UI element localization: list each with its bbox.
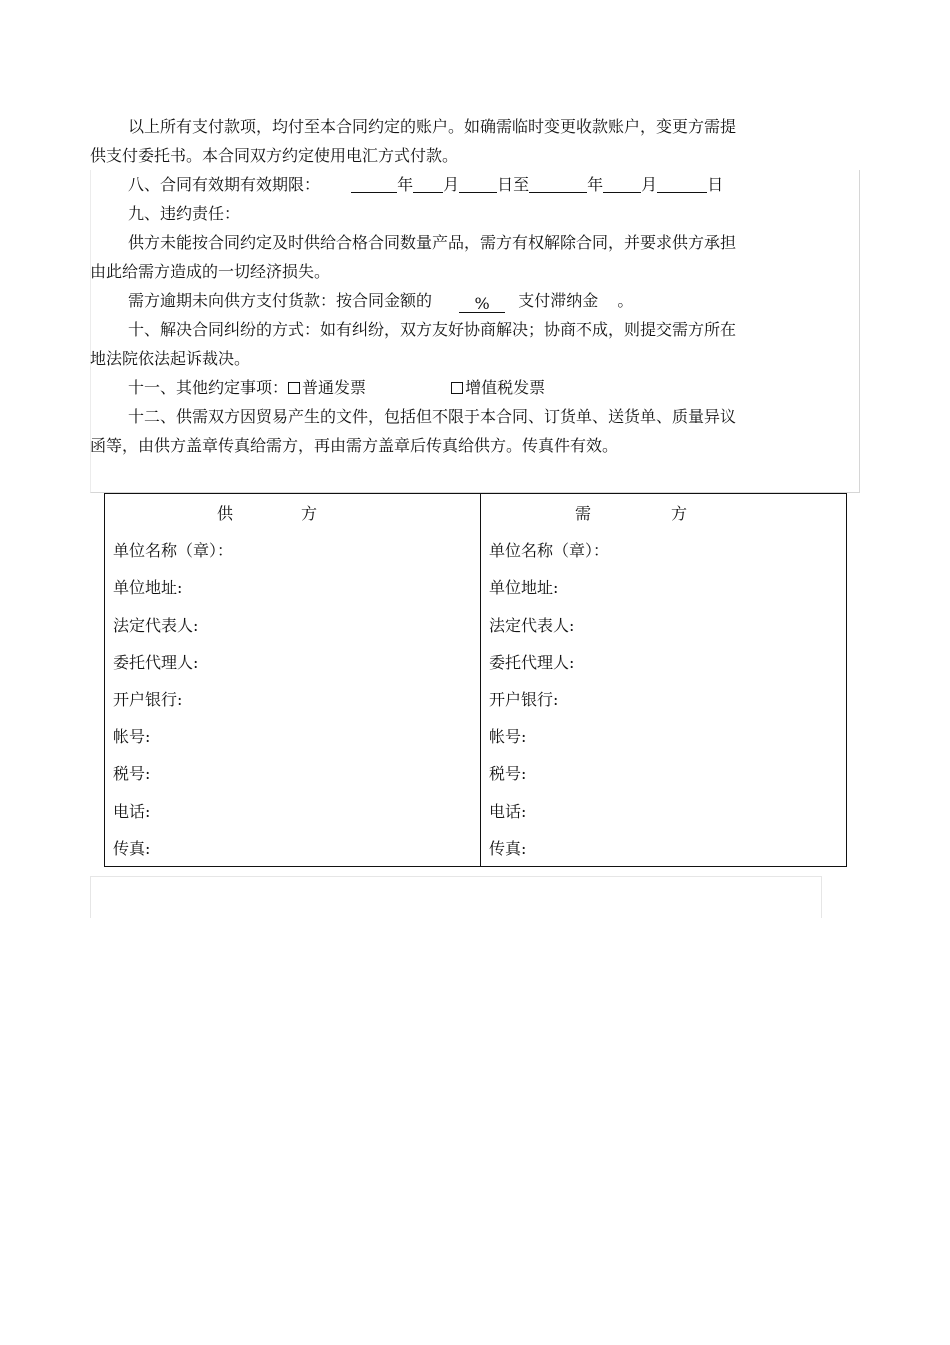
supplier-header-char-1: 供 (217, 504, 234, 524)
party-row-tax-id (105, 754, 847, 791)
buyer-company-field[interactable]: 单位名称（章）： (481, 531, 847, 568)
buyer-header (481, 494, 847, 532)
buyer-header-char-2: 方 (671, 504, 688, 524)
validity-day-to-label: 日至 (497, 175, 530, 194)
buyer-bank-field[interactable]: 开户银行: (481, 680, 847, 717)
buyer-account-field[interactable]: 帐号: (481, 717, 847, 754)
supplier-fax-field[interactable]: 传真: (105, 829, 481, 867)
validity-month2-label: 月 (641, 175, 658, 194)
supplier-tax-id-field[interactable]: 税号: (105, 754, 481, 791)
parties-table (104, 493, 847, 867)
validity-start-month-blank (413, 175, 443, 193)
parties-header-row (105, 494, 847, 532)
validity-year2-label: 年 (587, 175, 604, 194)
supplier-phone-field[interactable]: 电话: (105, 792, 481, 829)
party-row-bank (105, 680, 847, 717)
breach-demand-suffix: 支付滞纳金 (518, 291, 599, 310)
payment-clause-line-2: 供支付委托书。本合同双方约定使用电汇方式付款。 (90, 146, 459, 165)
supplier-account-field[interactable]: 帐号: (105, 717, 481, 754)
invoice-normal-label: 普通发票 (302, 378, 367, 397)
party-row-phone (105, 792, 847, 829)
lower-frame (90, 876, 822, 918)
validity-clause (128, 175, 723, 195)
validity-end-day-blank (657, 175, 707, 193)
invoice-normal-checkbox[interactable] (288, 382, 300, 394)
validity-end-month-blank (603, 175, 641, 193)
supplier-address-field[interactable]: 单位地址: (105, 568, 481, 605)
supplier-bank-field[interactable]: 开户银行: (105, 680, 481, 717)
buyer-phone-field[interactable]: 电话: (481, 792, 847, 829)
documents-line-2: 函等，由供方盖章传真给需方，再由需方盖章后传真给供方。传真件有效。 (90, 436, 619, 455)
validity-start-year-blank (351, 175, 397, 193)
validity-month-label: 月 (443, 175, 460, 194)
late-fee-percent-blank: % (459, 295, 505, 313)
buyer-tax-id-field[interactable]: 税号: (481, 754, 847, 791)
supplier-header (105, 494, 481, 532)
party-row-legal-rep (105, 606, 847, 643)
other-terms-clause (128, 378, 545, 398)
party-row-account (105, 717, 847, 754)
breach-supply-line-2: 由此给需方造成的一切经济损失。 (90, 262, 331, 281)
documents-line-1: 十二、供需双方因贸易产生的文件，包括但不限于本合同、订货单、送货单、质量异议 (128, 407, 737, 426)
validity-end-year-blank (529, 175, 587, 193)
invoice-vat-label: 增值税发票 (465, 378, 546, 397)
party-row-address (105, 568, 847, 605)
buyer-fax-field[interactable]: 传真: (481, 829, 847, 867)
buyer-legal-rep-field[interactable]: 法定代表人: (481, 606, 847, 643)
breach-demand-prefix: 需方逾期未向供方支付货款：按合同金额的 (128, 291, 433, 310)
dispute-line-1: 十、解决合同纠纷的方式：如有纠纷，双方友好协商解决；协商不成，则提交需方所在 (128, 320, 737, 339)
breach-demand-clause (128, 291, 633, 313)
validity-year-label: 年 (397, 175, 414, 194)
supplier-header-char-2: 方 (301, 504, 318, 524)
buyer-header-char-1: 需 (575, 504, 592, 524)
validity-start-day-blank (459, 175, 497, 193)
dispute-line-2: 地法院依法起诉裁决。 (90, 349, 251, 368)
breach-demand-end: 。 (617, 291, 634, 310)
validity-day2-label: 日 (707, 175, 724, 194)
party-row-company (105, 531, 847, 568)
invoice-vat-checkbox[interactable] (451, 382, 463, 394)
breach-supply-line-1: 供方未能按合同约定及时供给合格合同数量产品，需方有权解除合同，并要求供方承担 (128, 233, 737, 252)
payment-clause-line-1: 以上所有支付款项，均付至本合同约定的账户。如确需临时变更收款账户，变更方需提 (128, 117, 737, 136)
supplier-company-field[interactable]: 单位名称（章）： (105, 531, 481, 568)
buyer-agent-field[interactable]: 委托代理人: (481, 643, 847, 680)
party-row-fax (105, 829, 847, 867)
supplier-agent-field[interactable]: 委托代理人: (105, 643, 481, 680)
party-row-agent (105, 643, 847, 680)
buyer-address-field[interactable]: 单位地址: (481, 568, 847, 605)
other-terms-label: 十一、其他约定事项： (128, 378, 289, 397)
validity-label: 八、合同有效期有效期限： (128, 175, 321, 194)
supplier-legal-rep-field[interactable]: 法定代表人: (105, 606, 481, 643)
breach-title: 九、违约责任： (128, 204, 241, 223)
